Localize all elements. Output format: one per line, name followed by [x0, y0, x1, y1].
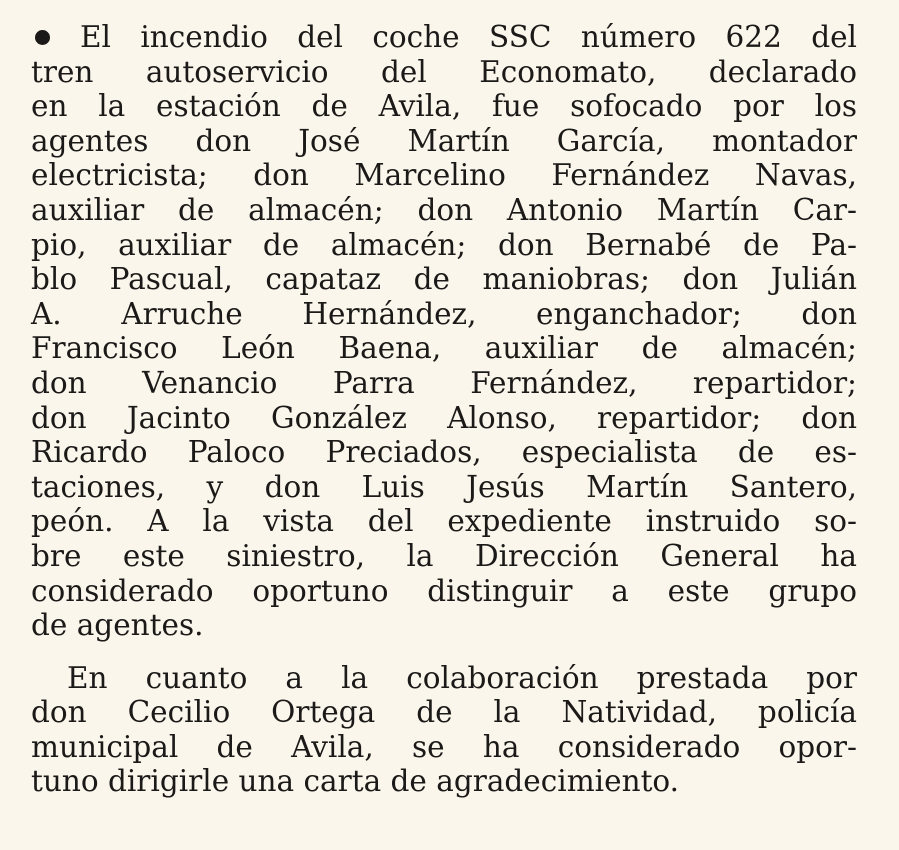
text-line: blo Pascual, capataz de maniobras; don Julián	[31, 262, 857, 297]
text-line: A. Arruche Hernández, enganchador; don	[31, 296, 857, 331]
text-line: taciones, y don Luis Jesús Martín Santero,	[31, 469, 857, 504]
text-line: peón. A la vista del expediente instruido so-	[31, 504, 857, 539]
text-line: de agentes.	[31, 608, 204, 643]
text-line: considerado oportuno distinguir a este grupo	[31, 573, 857, 608]
text-line: El incendio del coche SSC número 622 del	[31, 20, 857, 55]
paragraph-2	[31, 661, 857, 799]
text-line: tren autoservicio del Economato, declarado	[31, 54, 857, 89]
bullet-icon	[35, 30, 50, 45]
text-line: Ricardo Paloco Preciados, especialista de es-	[31, 435, 857, 470]
text-line: tuno dirigirle una carta de agradecimiento.	[31, 764, 680, 799]
paragraph-1	[31, 20, 857, 643]
text-line: agentes don José Martín García, montador	[31, 123, 857, 158]
text-line: pio, auxiliar de almacén; don Bernabé de Pa-	[31, 227, 857, 262]
article-column	[31, 20, 857, 799]
text-line: don Venancio Parra Fernández, repartidor;	[31, 365, 857, 400]
text-line: en la estación de Avila, fue sofocado por los	[31, 89, 857, 124]
text-line: auxiliar de almacén; don Antonio Martín Car-	[31, 192, 857, 227]
text-line: electricista; don Marcelino Fernández Navas,	[31, 158, 857, 193]
text-line: bre este siniestro, la Dirección General ha	[31, 538, 857, 573]
text-line: Francisco León Baena, auxiliar de almacén;	[31, 331, 857, 366]
text-line: don Cecilio Ortega de la Natividad, policía	[31, 695, 857, 730]
text-line: municipal de Avila, se ha considerado opor-	[31, 729, 857, 764]
text-line: don Jacinto González Alonso, repartidor; don	[31, 400, 857, 435]
text-line: En cuanto a la colaboración prestada por	[67, 660, 857, 695]
